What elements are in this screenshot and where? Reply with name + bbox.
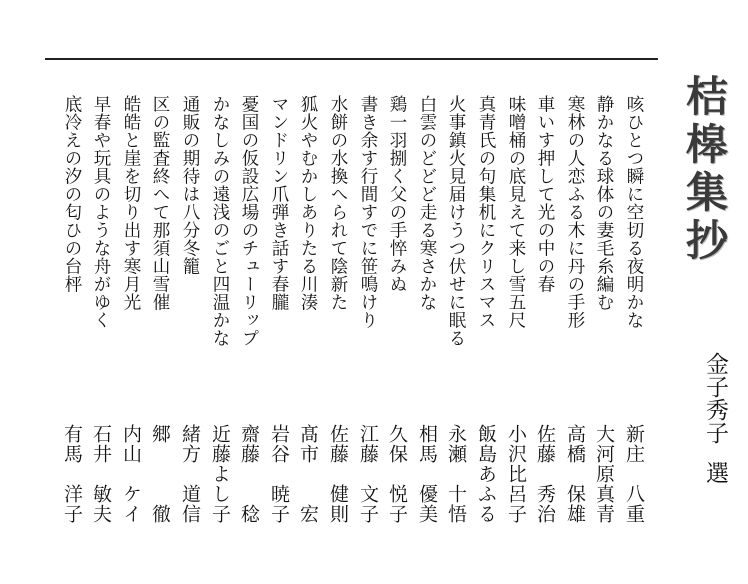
haiku-author: 高橋 保雄 [564, 424, 586, 524]
haiku-text: 車いす押して光の中の春 [535, 95, 555, 293]
haiku-text: かなしみの遠浅のごと四温かな [210, 95, 230, 347]
haiku-author: 近藤よし子 [209, 424, 231, 524]
haiku-text: 水餅の水換へられて陰新た [328, 95, 348, 311]
haiku-author: 郷 徹 [149, 424, 171, 524]
haiku-text: 咳ひとつ瞬に空切る夜明かな [624, 95, 644, 329]
haiku-text: 底冷えの汐の匂ひの台枰 [62, 95, 82, 293]
haiku-text: 書き余す行間すでに笹鳴けり [358, 95, 378, 329]
haiku-author: 佐藤 秀治 [534, 424, 556, 524]
haiku-text: 区の監査終へて那須山雪催 [150, 95, 170, 311]
haiku-author: 久保 悦子 [386, 424, 408, 524]
haiku-text: 鶏一羽捌く父の手悴みぬ [387, 95, 407, 293]
top-rule [45, 58, 658, 60]
haiku-text: 寒林の人恋ふる木に丹の手形 [565, 95, 585, 329]
haiku-author: 飯島あふる [475, 424, 497, 524]
haiku-author: 江藤 文子 [357, 424, 379, 524]
haiku-text: 早春や玩具のような舟がゆく [91, 95, 111, 329]
haiku-text: 皓皓と崖を切り出す寒月光 [121, 95, 141, 311]
haiku-author: 小沢比呂子 [505, 424, 527, 524]
selector-tag: 選 [702, 461, 728, 484]
haiku-text: マンドリン爪弾き話す春朧 [269, 95, 289, 311]
haiku-text: 静かなる球体の妻毛糸編む [594, 95, 614, 311]
haiku-text: 通販の期待は八分冬籠 [180, 95, 200, 275]
haiku-author: 緒方 道信 [179, 424, 201, 524]
haiku-author: 髙市 宏 [297, 424, 319, 524]
haiku-author: 大河原真青 [593, 424, 615, 524]
haiku-text: 憂国の仮設広場のチューリップ [239, 95, 259, 347]
haiku-author: 新庄 八重 [623, 424, 645, 524]
haiku-text: 狐火やむかしありたる川湊 [298, 95, 318, 311]
haiku-author: 佐藤 健則 [327, 424, 349, 524]
selector-name: 金子秀子 [702, 352, 728, 444]
haiku-author: 相馬 優美 [416, 424, 438, 524]
haiku-author: 内山 ケイ [120, 424, 142, 524]
haiku-text: 白雲のどどど走る寒さかな [417, 95, 437, 311]
selector-credit [686, 352, 726, 484]
haiku-author: 有馬 洋子 [61, 424, 83, 524]
column-title: 桔槔集抄 [680, 74, 729, 266]
haiku-text: 真青氏の句集机にクリスマス [476, 95, 496, 329]
haiku-author: 永瀬 十悟 [445, 424, 467, 524]
haiku-text: 味噌桶の底見えて来し雪五尺 [506, 95, 526, 329]
haiku-author: 岩谷 暁子 [268, 424, 290, 524]
haiku-author: 石井 敏夫 [90, 424, 112, 524]
haiku-author: 齋藤 稔 [238, 424, 260, 524]
haiku-text: 火事鎮火見届けうつ伏せに眠る [446, 95, 466, 347]
